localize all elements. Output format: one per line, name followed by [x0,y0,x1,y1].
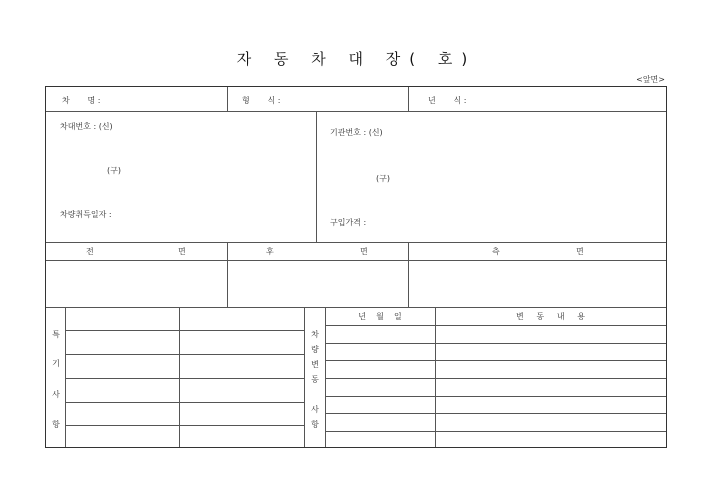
divider-photo-col2 [408,242,409,307]
changes-label-char: 차 [311,330,319,339]
photo-front-label-1: 전 [86,247,94,256]
remarks-label-char: 항 [52,420,60,429]
changes-row-line [325,413,666,414]
divider-row1-col2 [408,87,409,111]
changes-content-header: 변 동 내 용 [515,312,586,321]
remarks-label-char: 사 [52,390,60,399]
page-title: 자 동 차 대 장( 호) [236,50,477,68]
acquisition-date-field[interactable]: 차량취득일자 : [60,210,112,219]
photo-front-label-2: 면 [178,247,186,256]
changes-label-char: 량 [311,345,319,354]
photo-rear-label-2: 면 [360,247,368,256]
photo-rear-label-1: 후 [266,247,274,256]
divider-photo-header [46,260,666,261]
engine-no-old-field[interactable]: (구) [376,174,390,183]
changes-label-char: 변 [311,360,319,369]
remarks-row-line [65,425,304,426]
changes-date-header: 년 월 일 [358,312,402,321]
remarks-label-char: 특 [52,330,60,339]
remarks-label-char: 기 [52,359,60,368]
divider-row2-col [316,111,317,242]
changes-row-line [325,431,666,432]
changes-header-line [325,325,666,326]
model-field[interactable]: 형 식 : [242,96,281,105]
chassis-no-old-field[interactable]: (구) [107,166,121,175]
changes-label-char: 동 [311,375,319,384]
remarks-label-divider [65,307,66,447]
engine-no-new-field[interactable]: 기관번호 : (신) [330,128,383,137]
changes-col-divider [435,307,436,447]
vehicle-register-form [45,86,667,448]
divider-row2 [46,242,666,243]
changes-row-line [325,396,666,397]
remarks-row-line [65,354,304,355]
chassis-no-new-field[interactable]: 차대번호 : (신) [60,122,113,131]
changes-label-char: 항 [311,420,319,429]
purchase-price-field[interactable]: 구입가격 : [330,218,367,227]
divider-photo-col1 [227,242,228,307]
changes-label-char: 사 [311,405,319,414]
photo-side-label-2: 면 [576,247,584,256]
divider-row1-col1 [227,87,228,111]
car-name-field[interactable]: 차 명 : [62,96,101,105]
photo-side-label-1: 측 [492,247,500,256]
changes-row-line [325,360,666,361]
changes-label-divider [325,307,326,447]
changes-row-line [325,343,666,344]
side-label: <앞면> [636,75,665,84]
divider-photo-bottom [46,307,666,308]
remarks-row-line [65,402,304,403]
divider-row1 [46,111,666,112]
remarks-row-line [65,378,304,379]
changes-row-line [325,378,666,379]
remarks-row-line [65,330,304,331]
remarks-col-divider [179,307,180,447]
remarks-right-divider [304,307,305,447]
year-field[interactable]: 년 식 : [428,96,467,105]
